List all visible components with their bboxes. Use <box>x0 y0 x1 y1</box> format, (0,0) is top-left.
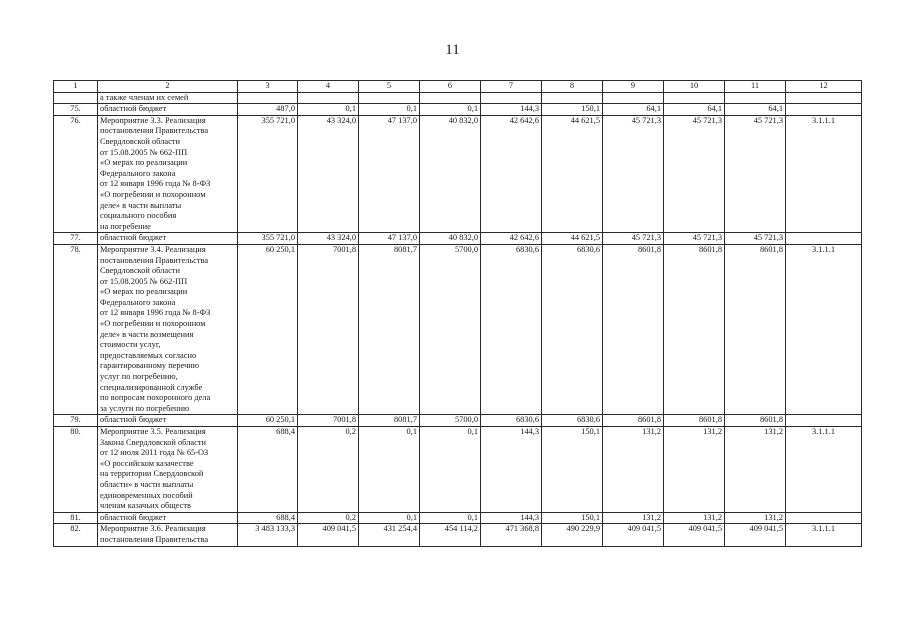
value-cell: 487,0 <box>238 104 298 116</box>
description-cell <box>98 524 238 546</box>
description-line: Свердловской области <box>100 266 180 276</box>
description-line: на погребение <box>100 221 151 231</box>
description-cell <box>98 244 238 415</box>
description-line: от 15.08.2005 № 662-ПП <box>100 147 188 157</box>
value-cell: 64,1 <box>725 104 786 116</box>
value-cell: 45 721,3 <box>725 233 786 245</box>
description-line: предоставляемых согласно <box>100 350 197 360</box>
table-row <box>54 524 862 546</box>
value-cell: 8081,7 <box>359 244 420 415</box>
description-line: Закона Свердловской области <box>100 437 206 447</box>
row-number-cell <box>54 92 98 104</box>
row-number-cell: 75. <box>54 104 98 116</box>
value-cell: 8601,8 <box>725 415 786 427</box>
value-cell: 6830,6 <box>481 244 542 415</box>
target-code-cell: 3.1.1.1 <box>786 524 862 546</box>
value-cell: 0,1 <box>420 104 481 116</box>
description-line: услуг по погребению, <box>100 372 178 382</box>
value-cell <box>298 92 359 104</box>
description-line: Федерального закона <box>100 168 176 178</box>
table-row <box>54 427 862 513</box>
target-code-cell: 3.1.1.1 <box>786 244 862 415</box>
value-cell <box>603 92 664 104</box>
target-code-cell <box>786 92 862 104</box>
value-cell <box>359 92 420 104</box>
value-cell <box>664 92 725 104</box>
description-line: стоимости услуг, <box>100 340 161 350</box>
value-cell: 44 621,5 <box>542 233 603 245</box>
description-line: постановления Правительства <box>100 255 209 265</box>
description-line: гарантированному перечню <box>100 361 200 371</box>
value-cell: 0,2 <box>298 427 359 513</box>
value-cell: 131,2 <box>603 512 664 524</box>
value-cell: 40 832,0 <box>420 115 481 233</box>
budget-table <box>53 80 862 547</box>
table-row <box>54 244 862 415</box>
description-line: от 12 июля 2011 года № 65-ОЗ <box>100 448 209 458</box>
value-cell: 7001,8 <box>298 244 359 415</box>
description-line: социального пособия <box>100 211 177 221</box>
value-cell: 144,3 <box>481 427 542 513</box>
value-cell: 131,2 <box>603 427 664 513</box>
value-cell: 688,4 <box>238 512 298 524</box>
value-cell: 0,1 <box>359 427 420 513</box>
value-cell: 431 254,4 <box>359 524 420 546</box>
value-cell: 7001,8 <box>298 415 359 427</box>
value-cell <box>542 92 603 104</box>
target-code-cell: 3.1.1.1 <box>786 427 862 513</box>
header-cell: 9 <box>603 81 664 93</box>
value-cell: 355 721,0 <box>238 115 298 233</box>
description-line: области» в части выплаты <box>100 479 194 489</box>
value-cell: 40 832,0 <box>420 233 481 245</box>
value-cell: 64,1 <box>603 104 664 116</box>
value-cell: 0,1 <box>420 512 481 524</box>
header-cell: 6 <box>420 81 481 93</box>
value-cell: 150,1 <box>542 104 603 116</box>
value-cell: 45 721,3 <box>603 233 664 245</box>
description-line: от 12 января 1996 года № 8-ФЗ <box>100 179 211 189</box>
value-cell: 150,1 <box>542 427 603 513</box>
description-line: а также членам их семей <box>100 92 189 102</box>
target-code-cell <box>786 233 862 245</box>
description-line: Мероприятие 3.4. Реализация <box>100 244 206 254</box>
value-cell: 44 621,5 <box>542 115 603 233</box>
description-line: за услуги по погребению <box>100 403 190 413</box>
value-cell: 131,2 <box>725 427 786 513</box>
value-cell <box>420 92 481 104</box>
description-line: областной бюджет <box>100 512 167 522</box>
value-cell: 3 483 133,3 <box>238 524 298 546</box>
value-cell: 47 137,0 <box>359 115 420 233</box>
description-line: деле» в части возмещения <box>100 329 194 339</box>
value-cell: 150,1 <box>542 512 603 524</box>
value-cell: 5700,0 <box>420 415 481 427</box>
value-cell: 8601,8 <box>664 244 725 415</box>
description-line: специализированной службе <box>100 382 203 392</box>
header-cell: 11 <box>725 81 786 93</box>
page-number: 11 <box>445 42 460 58</box>
value-cell: 45 721,3 <box>725 115 786 233</box>
value-cell: 60 250,1 <box>238 415 298 427</box>
value-cell: 490 229,9 <box>542 524 603 546</box>
description-line: деле» в части выплаты <box>100 200 182 210</box>
target-code-cell <box>786 512 862 524</box>
row-number-cell: 77. <box>54 233 98 245</box>
value-cell: 45 721,3 <box>664 233 725 245</box>
value-cell: 0,1 <box>298 104 359 116</box>
row-number-cell: 82. <box>54 524 98 546</box>
description-cell <box>98 415 238 427</box>
header-cell: 4 <box>298 81 359 93</box>
value-cell: 131,2 <box>664 427 725 513</box>
description-line: постановления Правительства <box>100 126 209 136</box>
value-cell: 688,4 <box>238 427 298 513</box>
row-number-cell: 78. <box>54 244 98 415</box>
description-line: от 15.08.2005 № 662-ПП <box>100 276 188 286</box>
value-cell: 47 137,0 <box>359 233 420 245</box>
description-line: областной бюджет <box>100 415 167 425</box>
description-line: «О российском казачестве <box>100 458 194 468</box>
value-cell: 409 041,5 <box>603 524 664 546</box>
value-cell: 0,1 <box>420 427 481 513</box>
value-cell: 8601,8 <box>603 244 664 415</box>
row-number-cell: 79. <box>54 415 98 427</box>
value-cell: 409 041,5 <box>298 524 359 546</box>
value-cell: 64,1 <box>664 104 725 116</box>
description-cell <box>98 104 238 116</box>
table-row <box>54 512 862 524</box>
value-cell: 60 250,1 <box>238 244 298 415</box>
table-row <box>54 115 862 233</box>
header-cell: 8 <box>542 81 603 93</box>
value-cell: 8601,8 <box>603 415 664 427</box>
value-cell: 6830,6 <box>542 415 603 427</box>
header-cell: 2 <box>98 81 238 93</box>
description-line: Свердловской области <box>100 136 180 146</box>
value-cell: 409 041,5 <box>664 524 725 546</box>
description-line: Мероприятие 3.6. Реализация <box>100 524 206 534</box>
target-code-cell <box>786 104 862 116</box>
description-line: «О мерах по реализации <box>100 287 188 297</box>
value-cell: 144,3 <box>481 512 542 524</box>
row-number-cell: 81. <box>54 512 98 524</box>
row-number-cell: 76. <box>54 115 98 233</box>
header-cell: 3 <box>238 81 298 93</box>
description-line: Федерального закона <box>100 297 176 307</box>
value-cell <box>481 92 542 104</box>
description-line: членам казачьих обществ <box>100 501 191 511</box>
value-cell: 131,2 <box>725 512 786 524</box>
value-cell: 5700,0 <box>420 244 481 415</box>
description-line: «О погребении и похоронном <box>100 319 206 329</box>
value-cell: 6830,6 <box>481 415 542 427</box>
description-line: областной бюджет <box>100 104 167 114</box>
table-row <box>54 415 862 427</box>
value-cell: 0,1 <box>359 512 420 524</box>
value-cell: 43 324,0 <box>298 233 359 245</box>
value-cell <box>238 92 298 104</box>
value-cell <box>725 92 786 104</box>
value-cell: 6830,6 <box>542 244 603 415</box>
description-line: «О погребении и похоронном <box>100 189 206 199</box>
description-cell <box>98 92 238 104</box>
description-line: Мероприятие 3.3. Реализация <box>100 115 206 125</box>
value-cell: 43 324,0 <box>298 115 359 233</box>
description-line: постановления Правительства <box>100 534 209 544</box>
value-cell: 8081,7 <box>359 415 420 427</box>
header-cell: 5 <box>359 81 420 93</box>
header-cell: 1 <box>54 81 98 93</box>
header-cell: 12 <box>786 81 862 93</box>
value-cell: 42 642,6 <box>481 115 542 233</box>
value-cell: 144,3 <box>481 104 542 116</box>
value-cell: 409 041,5 <box>725 524 786 546</box>
value-cell: 471 368,8 <box>481 524 542 546</box>
header-cell: 7 <box>481 81 542 93</box>
description-line: единовременных пособий <box>100 490 193 500</box>
table-row <box>54 92 862 104</box>
description-line: на территории Свердловской <box>100 469 204 479</box>
header-cell: 10 <box>664 81 725 93</box>
header-row <box>54 81 862 93</box>
description-line: от 12 января 1996 года № 8-ФЗ <box>100 308 211 318</box>
description-cell <box>98 115 238 233</box>
value-cell: 45 721,3 <box>664 115 725 233</box>
target-code-cell <box>786 415 862 427</box>
description-line: Мероприятие 3.5. Реализация <box>100 427 206 436</box>
description-cell <box>98 233 238 245</box>
value-cell: 454 114,2 <box>420 524 481 546</box>
value-cell: 42 642,6 <box>481 233 542 245</box>
value-cell: 355 721,0 <box>238 233 298 245</box>
target-code-cell: 3.1.1.1 <box>786 115 862 233</box>
description-cell <box>98 512 238 524</box>
value-cell: 45 721,3 <box>603 115 664 233</box>
description-line: по вопросам похоронного дела <box>100 393 211 403</box>
value-cell: 0,1 <box>359 104 420 116</box>
value-cell: 131,2 <box>664 512 725 524</box>
table-row <box>54 104 862 116</box>
description-line: областной бюджет <box>100 233 167 243</box>
value-cell: 0,2 <box>298 512 359 524</box>
value-cell: 8601,8 <box>664 415 725 427</box>
description-cell <box>98 427 238 513</box>
value-cell: 8601,8 <box>725 244 786 415</box>
description-line: «О мерах по реализации <box>100 158 188 168</box>
table-row <box>54 233 862 245</box>
row-number-cell: 80. <box>54 427 98 513</box>
